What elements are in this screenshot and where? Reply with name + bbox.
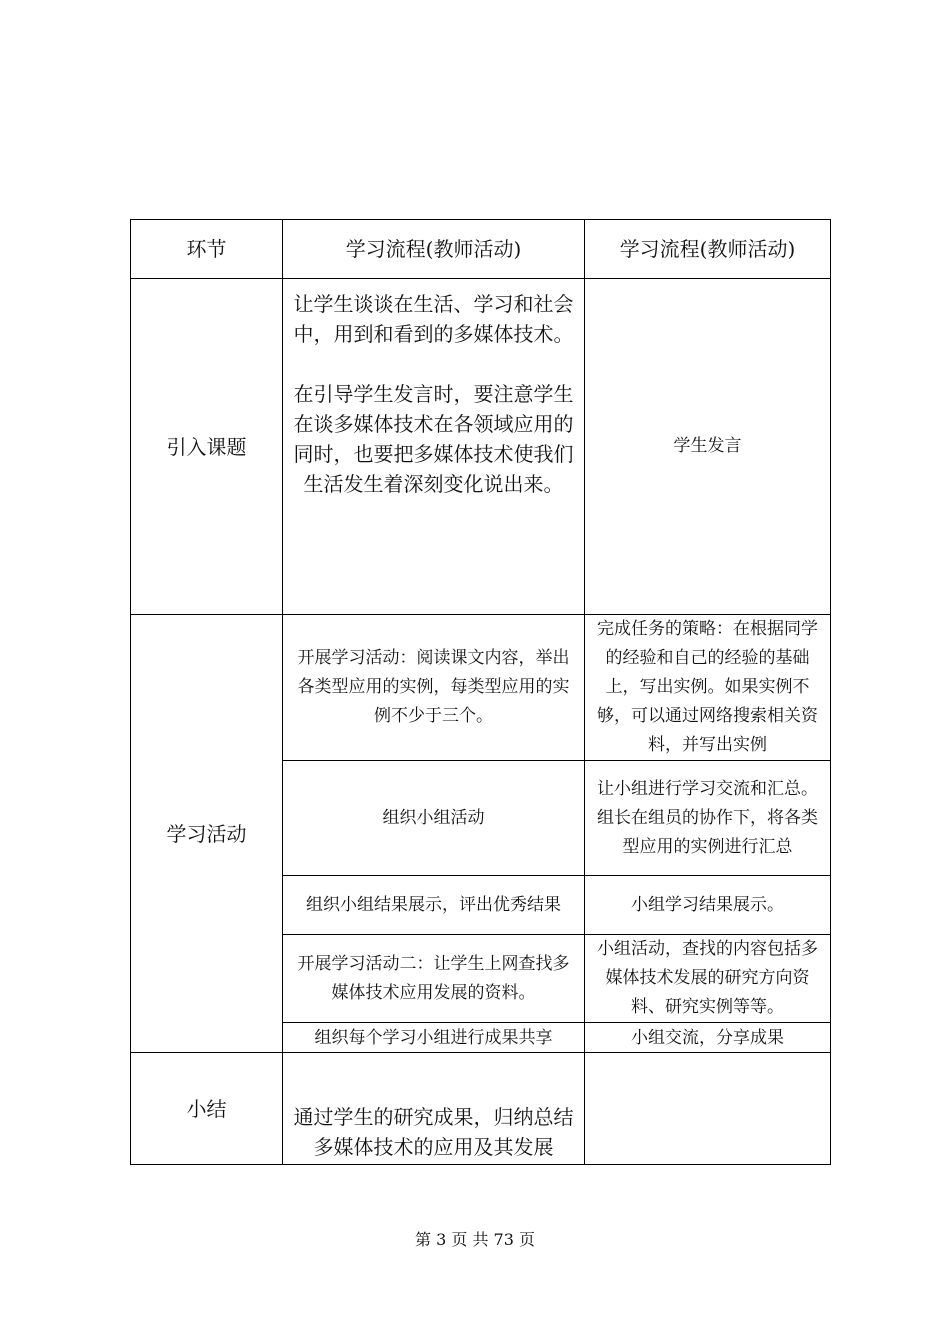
table-row-activity-1 bbox=[131, 615, 831, 761]
stage-intro: 引入课题 bbox=[131, 279, 283, 615]
header-student-process: 学习流程(教师活动) bbox=[585, 220, 831, 279]
stage-activity: 学习活动 bbox=[131, 615, 283, 1053]
stage-summary: 小结 bbox=[131, 1053, 283, 1165]
intro-teacher-paragraph-2: 在引导学生发言时，要注意学生在谈多媒体技术在各领域应用的同时，也要把多媒体技术使我们生活发生着深刻变化说出来。 bbox=[293, 382, 574, 496]
intro-teacher-cell bbox=[283, 279, 585, 615]
table-row-summary bbox=[131, 1053, 831, 1165]
intro-student-cell: 学生发言 bbox=[585, 279, 831, 615]
activity-5-teacher: 组织每个学习小组进行成果共享 bbox=[283, 1023, 585, 1053]
lesson-plan-table bbox=[130, 219, 831, 1165]
activity-2-teacher: 组织小组活动 bbox=[283, 761, 585, 876]
table-row-intro bbox=[131, 279, 831, 615]
activity-4-teacher: 开展学习活动二：让学生上网查找多媒体技术应用发展的资料。 bbox=[283, 935, 585, 1023]
page-number-footer: 第 3 页 共 73 页 bbox=[415, 1230, 535, 1249]
intro-teacher-paragraph-1: 让学生谈谈在生活、学习和社会中，用到和看到的多媒体技术。 bbox=[293, 292, 574, 346]
activity-4-student: 小组活动，查找的内容包括多媒体技术发展的研究方向资料、研究实例等等。 bbox=[585, 935, 831, 1023]
activity-3-student: 小组学习结果展示。 bbox=[585, 876, 831, 935]
table-header-row bbox=[131, 220, 831, 279]
summary-student bbox=[585, 1053, 831, 1165]
activity-1-teacher: 开展学习活动：阅读课文内容，举出各类型应用的实例，每类型应用的实例不少于三个。 bbox=[283, 615, 585, 761]
activity-5-student: 小组交流，分享成果 bbox=[585, 1023, 831, 1053]
activity-1-student: 完成任务的策略：在根据同学的经验和自己的经验的基础上，写出实例。如果实例不够，可以通过网络搜索相关资料，并写出实例 bbox=[585, 615, 831, 761]
header-teacher-process: 学习流程(教师活动) bbox=[283, 220, 585, 279]
activity-3-teacher: 组织小组结果展示，评出优秀结果 bbox=[283, 876, 585, 935]
activity-2-student: 让小组进行学习交流和汇总。组长在组员的协作下，将各类型应用的实例进行汇总 bbox=[585, 761, 831, 876]
header-stage: 环节 bbox=[131, 220, 283, 279]
summary-teacher: 通过学生的研究成果，归纳总结多媒体技术的应用及其发展 bbox=[283, 1053, 585, 1165]
